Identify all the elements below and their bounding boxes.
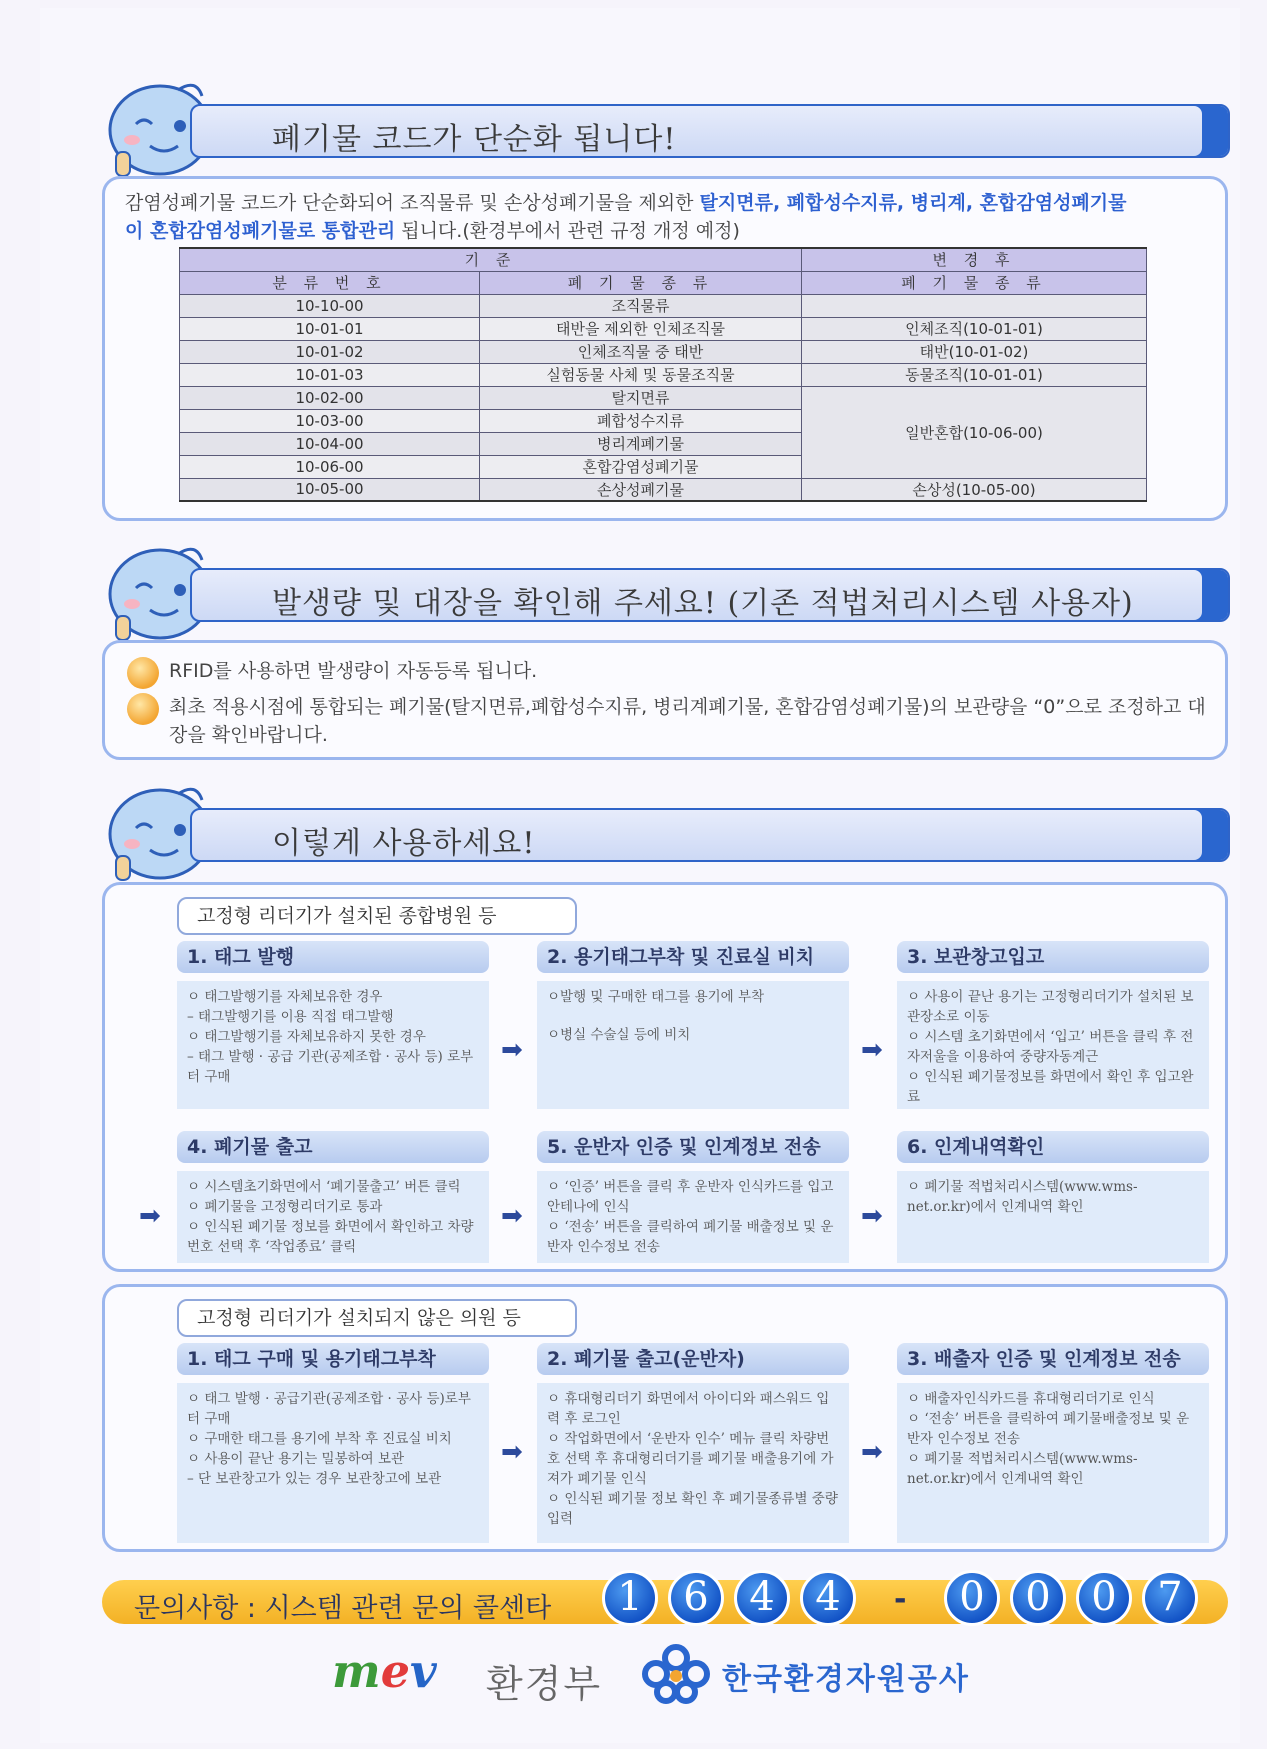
section3-header — [100, 792, 1230, 862]
step-line: ㅇ ‘전송’ 버튼을 클릭하여 폐기물 배출정보 및 운반자 인수정보 전송 — [547, 1219, 834, 1255]
step-line: ㅇ병실 수술실 등에 비치 — [547, 1027, 691, 1043]
code-cell: 10-01-02 — [180, 340, 480, 363]
step-line: ㅇ 휴대형리더기 화면에서 아이디와 패스워드 입력 후 로그인 — [547, 1391, 830, 1427]
code-cell: 10-02-00 — [180, 386, 480, 409]
code-cell: 10-01-01 — [180, 317, 480, 340]
type-cell: 조직물류 — [480, 294, 802, 317]
section1-intro — [125, 189, 1205, 245]
table-row — [180, 317, 1147, 340]
step-title: 3. 배출자 인증 및 인계정보 전송 — [897, 1343, 1209, 1375]
step-title: 1. 태그 발행 — [177, 941, 489, 973]
phone-digit: 0 — [1010, 1570, 1066, 1626]
code-cell: 10-04-00 — [180, 432, 480, 455]
type-cell: 실험동물 사체 및 동물조직물 — [480, 363, 802, 386]
after-cell-merged: 일반혼합(10-06-00) — [802, 386, 1147, 478]
phone-dash: - — [894, 1582, 907, 1617]
step-line: ㅇ 사용이 끝난 용기는 밀봉하여 보관 — [187, 1451, 405, 1467]
step-title: 2. 용기태그부착 및 진료실 비치 — [537, 941, 849, 973]
step-body — [177, 1171, 489, 1263]
step-body — [537, 981, 849, 1109]
type-cell: 탈지면류 — [480, 386, 802, 409]
section2-header — [100, 552, 1230, 622]
step-line: – 태그 발행 · 공급 기관(공제조합 · 공사 등) 로부터 구매 — [187, 1049, 474, 1085]
table-row — [180, 363, 1147, 386]
intro-highlight-1: 탈지면류, 폐합성수지류, 병리계, 혼합감염성폐기물 — [699, 192, 1127, 214]
step-body — [177, 981, 489, 1109]
phone-digit: 4 — [734, 1570, 790, 1626]
table-row — [180, 340, 1147, 363]
phone-digit: 7 — [1142, 1570, 1198, 1626]
step-title: 1. 태그 구매 및 용기태그부착 — [177, 1343, 489, 1375]
after-cell-empty — [802, 294, 1147, 317]
type-cell: 혼합감염성폐기물 — [480, 455, 802, 478]
step-line: ㅇ 사용이 끝난 용기는 고정형리더기가 설치된 보관장소로 이동 — [907, 989, 1194, 1025]
code-cell: 10-06-00 — [180, 455, 480, 478]
step-body — [897, 1171, 1209, 1263]
step-title: 5. 운반자 인증 및 인계정보 전송 — [537, 1131, 849, 1163]
step-title: 4. 폐기물 출고 — [177, 1131, 489, 1163]
type-cell: 병리계폐기물 — [480, 432, 802, 455]
step-line: ㅇ 폐기물 적법처리시스템(www.wms-net.or.kr)에서 인계내역 확인 — [907, 1451, 1138, 1487]
step-title: 6. 인계내역확인 — [897, 1131, 1209, 1163]
type-cell: 인체조직물 중 태반 — [480, 340, 802, 363]
step-line: ㅇ 인식된 폐기물 정보 확인 후 폐기물종류별 중량 입력 — [547, 1491, 838, 1527]
group-a-step-5 — [537, 1131, 849, 1263]
step-title: 2. 폐기물 출고(운반자) — [537, 1343, 849, 1375]
step-spacer — [547, 1007, 841, 1025]
step-line: ㅇ 태그 발행 · 공급기관(공제조합 · 공사 등)로부터 구매 — [187, 1391, 471, 1427]
arrow-right-icon: ➡ — [139, 1201, 161, 1231]
after-cell: 동물조직(10-01-01) — [802, 363, 1147, 386]
step-line: ㅇ 작업화면에서 ‘운반자 인수’ 메뉴 클릭 차량번호 선택 후 휴대형리더기를 폐기물 배출용기에 가져가 폐기물 인식 — [547, 1431, 834, 1487]
after-cell: 인체조직(10-01-01) — [802, 317, 1147, 340]
code-cell: 10-03-00 — [180, 409, 480, 432]
bullet-dot-icon — [127, 693, 159, 725]
code-cell: 10-10-00 — [180, 294, 480, 317]
section1-header — [100, 88, 1230, 158]
bullet-text: 최초 적용시점에 통합되는 폐기물(탈지면류,폐합성수지류, 병리계폐기물, 혼합감염성폐기물)의 보관량을 “0”으로 조정하고 대장을 확인바랍니다. — [169, 696, 1206, 746]
step-title: 3. 보관창고입고 — [897, 941, 1209, 973]
group-a-step-1 — [177, 941, 489, 1109]
intro-text-1: 감염성폐기물 코드가 단순화되어 조직물류 및 손상성폐기물을 제외한 — [125, 192, 700, 214]
group-a-step-2 — [537, 941, 849, 1109]
table-head-after: 변 경 후 — [802, 248, 1147, 271]
step-line: ㅇ 폐기물을 고정형리더기로 통과 — [187, 1199, 383, 1215]
step-line: ㅇ ‘인증’ 버튼을 클릭 후 운반자 인식카드를 입고 안테나에 인식 — [547, 1179, 834, 1215]
step-line: – 태그발행기를 이용 직접 태그발행 — [187, 1009, 394, 1025]
arrow-right-icon: ➡ — [501, 1035, 523, 1065]
intro-highlight-2: 이 혼합감염성폐기물로 통합관리 — [125, 220, 396, 242]
keco-flower-icon — [640, 1642, 712, 1704]
step-line: ㅇ 폐기물 적법처리시스템(www.wms-net.or.kr)에서 인계내역 확인 — [907, 1179, 1138, 1215]
section1-title: 폐기물 코드가 단순화 됩니다! — [272, 122, 677, 157]
group-a-step-4 — [177, 1131, 489, 1263]
arrow-right-icon: ➡ — [501, 1201, 523, 1231]
step-body — [537, 1383, 849, 1543]
group-a-step-3 — [897, 941, 1209, 1109]
group-a-label: 고정형 리더기가 설치된 종합병원 등 — [177, 897, 577, 935]
group-b-panel — [102, 1284, 1228, 1552]
after-cell: 손상성(10-05-00) — [802, 478, 1147, 501]
step-body — [537, 1171, 849, 1263]
keco-name: 한국환경자원공사 — [722, 1662, 970, 1697]
group-b-step-3 — [897, 1343, 1209, 1543]
step-line: ㅇ 배출자인식카드를 휴대형리더기로 인식 — [907, 1391, 1155, 1407]
group-a-panel — [102, 882, 1228, 1272]
col-header-type-after: 폐 기 물 종 류 — [802, 271, 1147, 294]
contact-bar — [102, 1574, 1228, 1624]
group-a-step-6 — [897, 1131, 1209, 1263]
table-head-before: 기 준 — [180, 248, 802, 271]
step-line: ㅇ 시스템 초기화면에서 ‘입고’ 버튼을 클릭 후 전자저울을 이용하여 중량자동계근 — [907, 1029, 1194, 1065]
arrow-right-icon: ➡ — [861, 1201, 883, 1231]
step-line: ㅇ 인식된 폐기물 정보를 화면에서 확인하고 차량번호 선택 후 ‘작업종료’ 클릭 — [187, 1219, 474, 1255]
contact-label: 문의사항 : 시스템 관련 문의 콜센타 — [134, 1593, 552, 1624]
section2-panel — [102, 640, 1228, 760]
type-cell: 손상성폐기물 — [480, 478, 802, 501]
phone-digit: 0 — [1076, 1570, 1132, 1626]
step-line: ㅇ발행 및 구매한 태그를 용기에 부착 — [547, 989, 765, 1005]
arrow-right-icon: ➡ — [501, 1437, 523, 1467]
section1-panel — [102, 176, 1228, 521]
table-row — [180, 478, 1147, 501]
arrow-right-icon: ➡ — [861, 1035, 883, 1065]
step-line: ㅇ 구매한 태그를 용기에 부착 후 진료실 비치 — [187, 1431, 452, 1447]
bullet-dot-icon — [127, 657, 159, 689]
group-b-step-1 — [177, 1343, 489, 1543]
step-line: ㅇ 태그발행기를 자체보유한 경우 — [187, 989, 383, 1005]
after-cell: 태반(10-01-02) — [802, 340, 1147, 363]
arrow-right-icon: ➡ — [861, 1437, 883, 1467]
type-cell: 태반을 제외한 인체조직물 — [480, 317, 802, 340]
step-body — [897, 981, 1209, 1109]
section3-title: 이렇게 사용하세요! — [272, 826, 536, 861]
waste-code-table — [179, 247, 1147, 502]
step-line: ㅇ 인식된 폐기물정보를 화면에서 확인 후 입고완료 — [907, 1069, 1194, 1105]
moe-name: 환경부 — [486, 1662, 603, 1706]
phone-digit: 6 — [668, 1570, 724, 1626]
table-row — [180, 294, 1147, 317]
phone-digit: 1 — [602, 1570, 658, 1626]
step-line: ㅇ 시스템초기화면에서 ‘폐기물출고’ 버튼 클릭 — [187, 1179, 461, 1195]
bullet-text: RFID를 사용하면 발생량이 자동등록 됩니다. — [169, 660, 538, 682]
logo-letter: m — [332, 1644, 381, 1698]
phone-digit: 0 — [944, 1570, 1000, 1626]
moe-logo — [332, 1644, 437, 1698]
phone-digit: 4 — [800, 1570, 856, 1626]
section2-title: 발생량 및 대장을 확인해 주세요! (기존 적법처리시스템 사용자) — [272, 586, 1134, 621]
step-line: ㅇ 태그발행기를 자체보유하지 못한 경우 — [187, 1029, 426, 1045]
logo-letter: v — [409, 1644, 437, 1698]
intro-text-2: 됩니다.(환경부에서 관련 규정 개정 예정) — [395, 220, 740, 242]
step-body — [897, 1383, 1209, 1543]
step-line: ㅇ ‘전송’ 버튼을 클릭하여 폐기물배출정보 및 운반자 인수정보 전송 — [907, 1411, 1190, 1447]
step-line: – 단 보관창고가 있는 경우 보관창고에 보관 — [187, 1471, 442, 1487]
group-b-label: 고정형 리더기가 설치되지 않은 의원 등 — [177, 1299, 577, 1337]
code-cell: 10-05-00 — [180, 478, 480, 501]
step-body — [177, 1383, 489, 1543]
code-cell: 10-01-03 — [180, 363, 480, 386]
table-row — [180, 386, 1147, 409]
col-header-type: 폐 기 물 종 류 — [480, 271, 802, 294]
group-b-step-2 — [537, 1343, 849, 1543]
type-cell: 폐합성수지류 — [480, 409, 802, 432]
logo-letter: e — [380, 1644, 410, 1698]
col-header-code: 분 류 번 호 — [180, 271, 480, 294]
